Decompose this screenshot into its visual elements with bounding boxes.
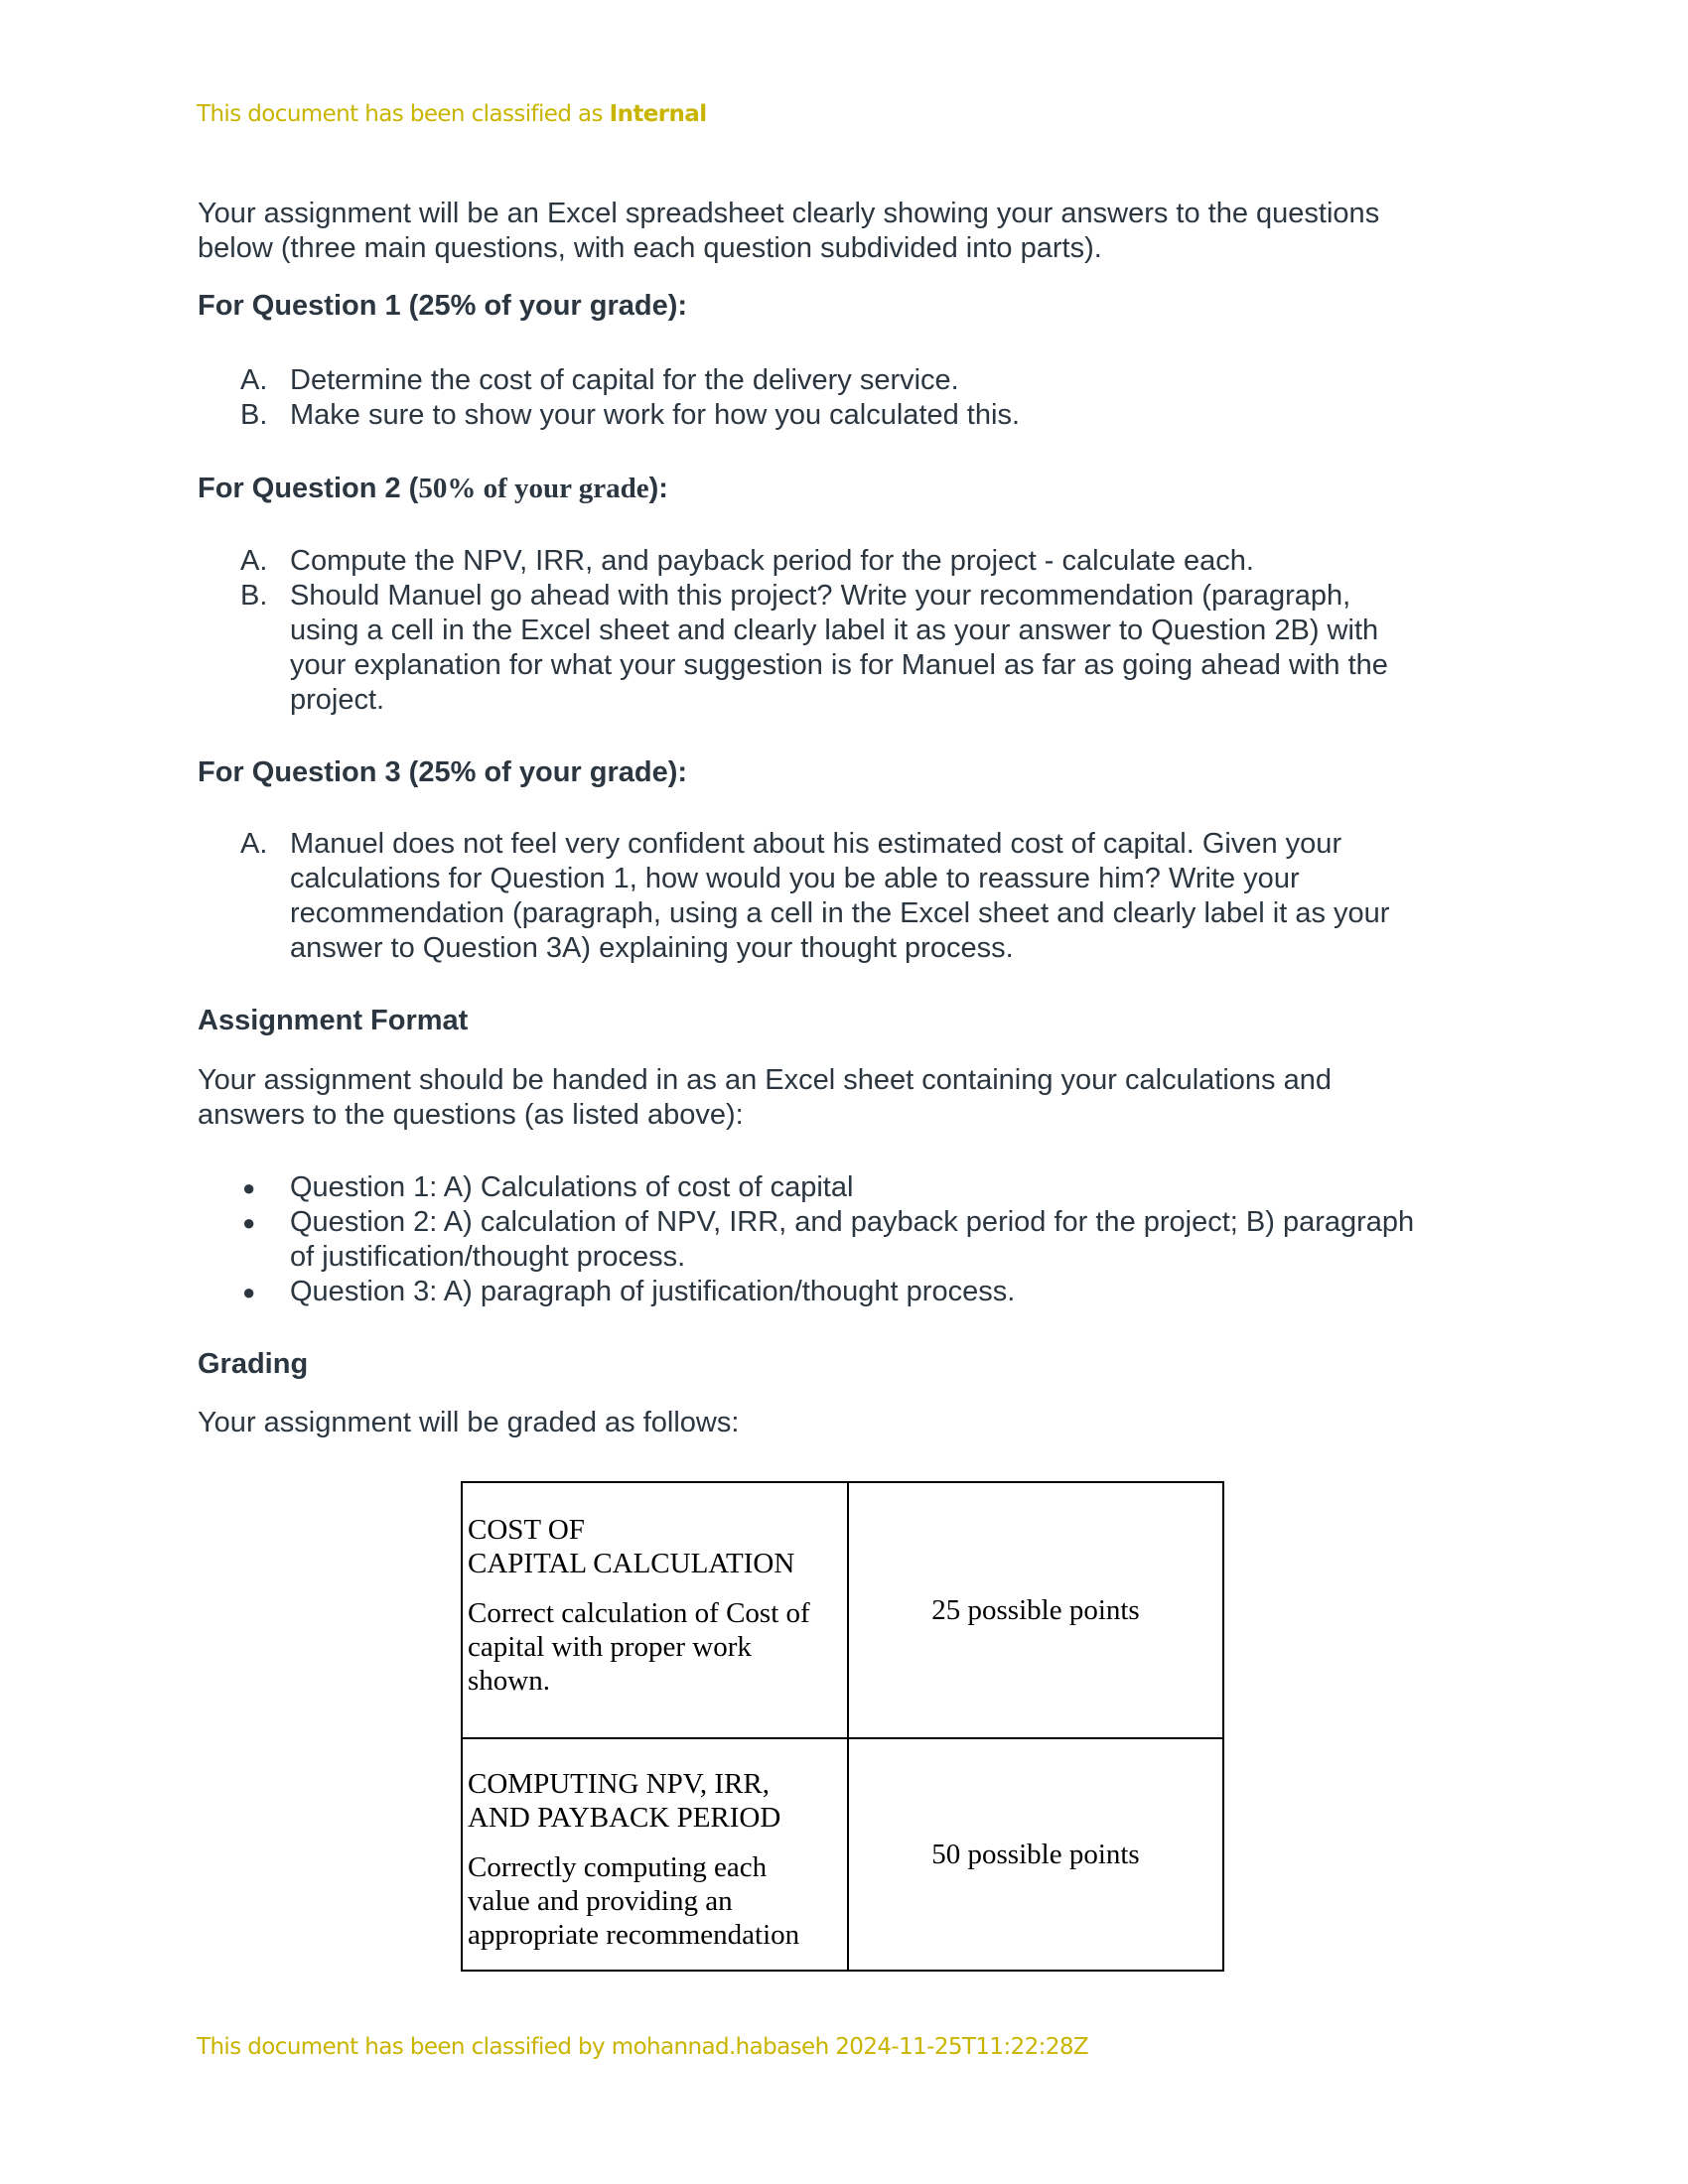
grading-table xyxy=(461,1481,1224,1972)
list-item: Make sure to show your work for how you calculated this. xyxy=(290,399,1020,431)
bullet-icon: ● xyxy=(242,1210,256,1235)
list-item: Manuel does not feel very confident about his estimated cost of capital. Given your xyxy=(290,828,1342,860)
format-intro xyxy=(198,1063,1332,1133)
points-value: 25 possible points xyxy=(931,1593,1140,1626)
intro-line: Your assignment will be an Excel spreadsheet clearly showing your answers to the questions xyxy=(198,198,1380,229)
list-item: recommendation (paragraph, using a cell in the Excel sheet and clearly label it as your xyxy=(290,897,1390,929)
format-intro-line: Your assignment should be handed in as an Excel sheet containing your calculations and xyxy=(198,1064,1332,1096)
q2-heading-suffix: ): xyxy=(648,473,668,504)
classification-footer: This document has been classified by mohannad.habaseh 2024-11-25T11:22:28Z xyxy=(197,2034,1089,2060)
list-label: A. xyxy=(240,828,268,860)
criterion-desc: appropriate recommendation xyxy=(468,1919,800,1951)
grading-row xyxy=(462,1738,1223,1971)
list-item: calculations for Question 1, how would you be able to reassure him? Write your xyxy=(290,863,1300,894)
criterion-cell xyxy=(462,1738,848,1971)
q3-heading: For Question 3 (25% of your grade): xyxy=(198,756,688,788)
criterion-title: COMPUTING NPV, IRR, xyxy=(468,1768,771,1800)
criterion-title: CAPITAL CALCULATION xyxy=(468,1548,795,1579)
list-item: Compute the NPV, IRR, and payback period for the project - calculate each. xyxy=(290,545,1254,577)
criterion-desc: Correct calculation of Cost of xyxy=(468,1597,810,1629)
bullet-item: Question 1: A) Calculations of cost of capital xyxy=(290,1171,854,1203)
list-item: your explanation for what your suggestion is for Manuel as far as going ahead with the xyxy=(290,649,1388,681)
bullet-item: Question 2: A) calculation of NPV, IRR, and payback period for the project; B) paragraph xyxy=(290,1206,1415,1238)
grading-heading: Grading xyxy=(198,1348,309,1380)
criterion-desc: shown. xyxy=(468,1665,550,1697)
list-label: A. xyxy=(240,545,268,577)
list-item: answer to Question 3A) explaining your thought process. xyxy=(290,932,1014,964)
classification-prefix: This document has been classified as xyxy=(197,101,610,127)
points-cell xyxy=(848,1482,1223,1738)
list-item: project. xyxy=(290,684,385,716)
grading-intro: Your assignment will be graded as follows: xyxy=(198,1407,740,1438)
points-value: 50 possible points xyxy=(931,1838,1140,1870)
intro-paragraph xyxy=(198,197,1379,266)
classification-header xyxy=(197,101,707,127)
criterion-desc: value and providing an xyxy=(468,1885,733,1917)
bullet-item: of justification/thought process. xyxy=(290,1241,686,1273)
grading-row xyxy=(462,1482,1223,1738)
classification-level: Internal xyxy=(609,101,707,127)
list-item: Determine the cost of capital for the delivery service. xyxy=(290,364,959,396)
format-intro-line: answers to the questions (as listed above): xyxy=(198,1099,744,1131)
criterion-title: AND PAYBACK PERIOD xyxy=(468,1802,781,1834)
q2-heading xyxy=(198,473,668,505)
criterion-cell xyxy=(462,1482,848,1738)
list-item: Should Manuel go ahead with this project? Write your recommendation (paragraph, xyxy=(290,580,1351,612)
list-label: A. xyxy=(240,364,268,396)
criterion-desc: Correctly computing each xyxy=(468,1851,768,1883)
points-cell xyxy=(848,1738,1223,1971)
intro-line: below (three main questions, with each question subdivided into parts). xyxy=(198,232,1102,264)
list-label: B. xyxy=(240,580,268,612)
list-item: using a cell in the Excel sheet and clearly label it as your answer to Question 2B) with xyxy=(290,614,1379,646)
criterion-desc: capital with proper work xyxy=(468,1631,752,1663)
q2-heading-weight: 50% of your grade xyxy=(418,473,649,504)
list-label: B. xyxy=(240,399,268,431)
q2-heading-prefix: For Question 2 ( xyxy=(198,473,419,504)
format-heading: Assignment Format xyxy=(198,1005,469,1036)
q1-heading: For Question 1 (25% of your grade): xyxy=(198,290,688,322)
bullet-icon: ● xyxy=(242,1280,256,1304)
criterion-title: COST OF xyxy=(468,1514,585,1546)
bullet-icon: ● xyxy=(242,1175,256,1200)
bullet-item: Question 3: A) paragraph of justification/thought process. xyxy=(290,1276,1016,1307)
